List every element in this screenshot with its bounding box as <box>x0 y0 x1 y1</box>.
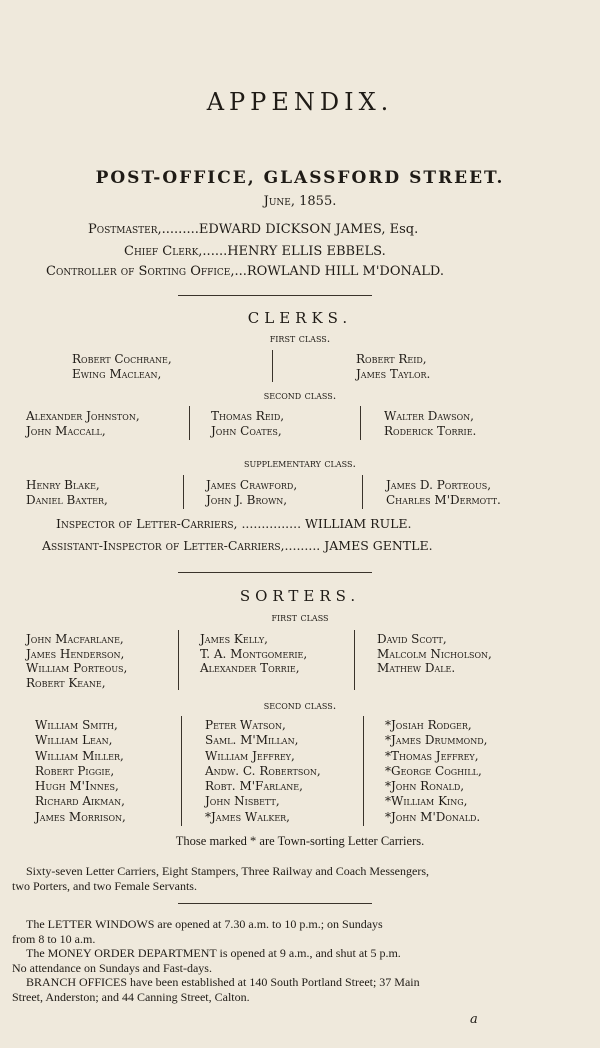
clerk-name: John J. Brown, <box>206 492 288 507</box>
clerks-first-class-right <box>356 352 430 381</box>
officer-role: Controller of Sorting Office,... <box>46 264 247 279</box>
clerks-second-class-label: second class. <box>263 389 337 402</box>
sorter-name: *John Ronald, <box>385 779 465 794</box>
signature-mark: a <box>470 1012 478 1027</box>
sorter-name: *George Coghill, <box>385 763 482 778</box>
sorter-name: Robert Keane, <box>26 675 106 690</box>
sorter-name: William Miller, <box>35 748 124 763</box>
sorter-name: *Josiah Rodger, <box>385 718 472 732</box>
sorter-name: James Kelly, <box>200 632 268 646</box>
letter-windows-line: from 8 to 10 a.m. <box>12 931 96 946</box>
officer-name: ROWLAND HILL M'DONALD. <box>246 264 444 279</box>
report-date: June, 1855. <box>263 194 337 209</box>
sorter-name: James Henderson, <box>26 646 125 661</box>
sorter-name: William Porteous, <box>26 661 128 675</box>
officer-name: HENRY ELLIS EBBELS. <box>227 244 386 259</box>
sorter-name: *William King, <box>385 794 468 809</box>
sorters-second-class-col2 <box>205 718 321 825</box>
column-divider <box>272 350 273 382</box>
officer-postmaster <box>88 222 418 237</box>
sorter-name: Hugh M'Innes, <box>35 779 119 794</box>
column-divider <box>363 716 364 826</box>
clerk-name: James D. Porteous, <box>386 478 492 492</box>
clerk-name: Walter Dawson, <box>384 409 474 423</box>
clerks-first-class-left <box>72 352 172 381</box>
sorter-name: David Scott, <box>377 632 447 646</box>
sorters-second-class-col3 <box>385 718 487 825</box>
post-office-heading: POST-OFFICE, GLASSFORD STREET. <box>95 168 505 188</box>
sorter-name: James Morrison, <box>35 809 126 824</box>
clerks-supplementary-col1 <box>26 478 108 507</box>
branch-offices-line: BRANCH OFFICES have been established at 140 South Portland Street; 37 Main <box>26 975 420 990</box>
officer-controller <box>46 264 444 279</box>
clerk-name: Alexander Johnston, <box>26 409 140 423</box>
section-divider <box>178 903 372 904</box>
letter-windows-line: The LETTER WINDOWS are opened at 7.30 a.m. to 10 p.m.; on Sundays <box>26 917 383 931</box>
sorters-first-class-col2 <box>200 632 307 676</box>
clerks-second-class-col2 <box>211 409 284 438</box>
sorter-name: Andw. C. Robertson, <box>205 763 321 778</box>
sorter-name: Robt. M'Farlane, <box>205 779 303 794</box>
clerk-name: John Coates, <box>211 423 282 438</box>
section-divider <box>178 295 372 296</box>
inspector-name: JAMES GENTLE. <box>324 538 433 553</box>
sorter-name: John Nisbett, <box>205 794 280 809</box>
assistant-inspector-line <box>42 538 433 553</box>
clerk-name: Charles M'Dermott. <box>386 492 501 507</box>
sorter-name: *John M'Donald. <box>385 809 481 824</box>
column-divider <box>360 406 361 440</box>
column-divider <box>354 630 355 690</box>
sorter-name: John Macfarlane, <box>26 632 124 646</box>
officer-name: EDWARD DICKSON JAMES, Esq. <box>198 222 419 237</box>
column-divider <box>178 630 179 690</box>
clerk-name: John Maccall, <box>26 423 106 438</box>
officer-role: Chief Clerk,...... <box>124 244 228 259</box>
sorters-first-class-col3 <box>377 632 492 676</box>
clerk-name: Robert Reid, <box>356 352 427 366</box>
column-divider <box>189 406 190 440</box>
clerks-first-class-label: first class. <box>269 332 331 345</box>
sorter-name: Peter Watson, <box>205 718 286 732</box>
sorter-name: Mathew Dale. <box>377 661 456 675</box>
clerks-supplementary-label: supplementary class. <box>244 457 356 470</box>
sorter-name: Robert Piggie, <box>35 763 115 778</box>
sorter-name: Malcolm Nicholson, <box>377 646 492 661</box>
sorters-first-class-label: first class <box>271 611 329 624</box>
clerk-name: Daniel Baxter, <box>26 492 108 507</box>
sorter-name: Alexander Torrie, <box>200 661 300 675</box>
officer-role: Postmaster,......... <box>88 222 199 237</box>
sorter-name: *James Drummond, <box>385 733 488 748</box>
section-divider <box>178 572 372 573</box>
column-divider <box>183 475 184 509</box>
column-divider <box>362 475 363 509</box>
money-order-line: The MONEY ORDER DEPARTMENT is opened at 9 a.m., and shut at 5 p.m. <box>26 946 401 961</box>
money-order-line: No attendance on Sundays and Fast-days. <box>12 960 212 975</box>
clerks-supplementary-col3 <box>386 478 501 507</box>
inspector-role: Assistant-Inspector of Letter-Carriers,......... <box>42 538 321 553</box>
sorters-heading: SORTERS. <box>239 587 361 605</box>
inspector-line <box>56 516 412 531</box>
clerk-name: Thomas Reid, <box>211 409 285 423</box>
info-paragraphs <box>12 917 594 1005</box>
clerks-heading: CLERKS. <box>247 309 353 327</box>
inspector-name: WILLIAM RULE. <box>305 516 412 531</box>
clerks-second-class-col3 <box>384 409 476 438</box>
town-sorting-note: Those marked * are Town-sorting Letter Carriers. <box>175 834 425 848</box>
sorters-second-class-label: second class. <box>263 699 337 712</box>
sorter-name: *Thomas Jeffrey, <box>385 748 479 763</box>
clerk-name: James Crawford, <box>206 478 298 492</box>
sorter-name: William Jeffrey, <box>205 748 295 763</box>
clerk-name: Ewing Maclean, <box>72 366 162 381</box>
clerks-supplementary-col2 <box>206 478 297 507</box>
clerk-name: Robert Cochrane, <box>72 352 172 366</box>
clerk-name: Henry Blake, <box>26 478 100 492</box>
staff-line: two Porters, and two Female Servants. <box>12 879 197 893</box>
clerk-name: James Taylor. <box>356 366 431 381</box>
officer-chief-clerk <box>124 244 386 259</box>
column-divider <box>181 716 182 826</box>
clerk-name: Roderick Torrie. <box>384 423 477 438</box>
inspector-role: Inspector of Letter-Carriers, ............... <box>56 516 302 531</box>
staff-line: Sixty-seven Letter Carriers, Eight Stampers, Three Railway and Coach Messengers, <box>26 864 430 878</box>
sorter-name: T. A. Montgomerie, <box>200 646 308 661</box>
staff-paragraph <box>12 864 594 894</box>
clerks-second-class-col1 <box>26 409 140 438</box>
sorter-name: William Smith, <box>35 718 118 732</box>
sorters-first-class-col1 <box>26 632 127 690</box>
sorter-name: *James Walker, <box>205 809 290 824</box>
sorter-name: Richard Aikman, <box>35 794 125 809</box>
sorter-name: Saml. M'Millan, <box>205 733 299 748</box>
branch-offices-line: Street, Anderston; and 44 Canning Street, Calton. <box>12 989 250 1004</box>
appendix-title: APPENDIX. <box>206 88 394 116</box>
sorters-second-class-col1 <box>35 718 126 825</box>
sorter-name: William Lean, <box>35 733 113 748</box>
